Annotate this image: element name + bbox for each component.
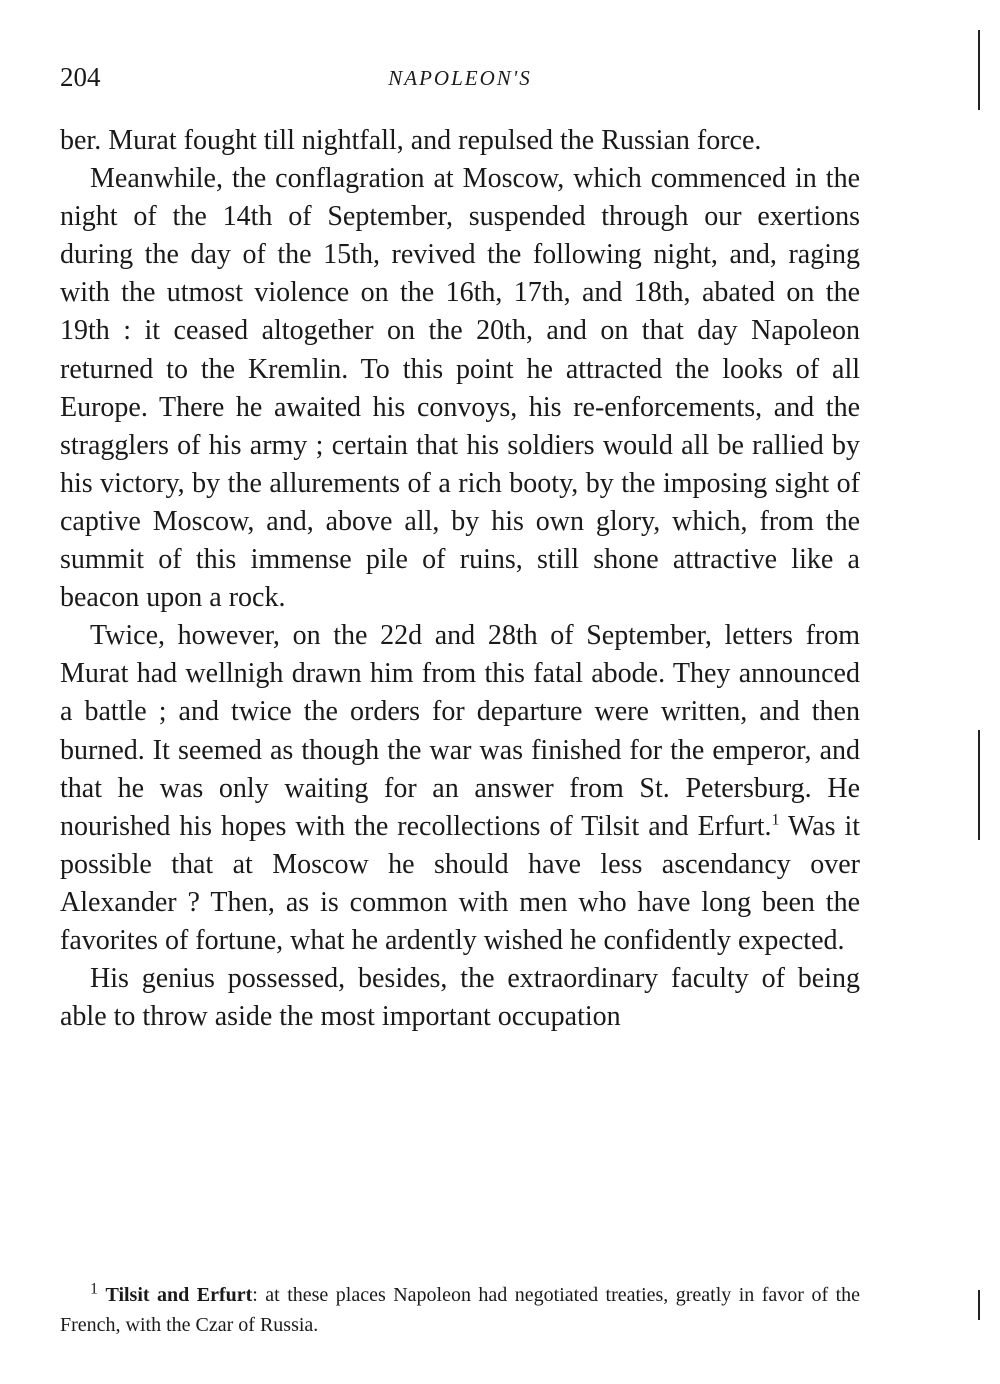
paragraph-3-part-2: Was it possible that at Moscow he should have less ascendancy over Alexander ? Then, as is common with men who have long been the favorites of fortune, what he ardently wished he confidently expected. [60, 810, 860, 956]
paragraph-1: ber. Murat fought till nightfall, and repulsed the Russian force. [60, 125, 762, 156]
paragraph-3-part-1: Twice, however, on the 22d and 28th of September, letters from Murat had wellnigh drawn him from this fatal abode. They announced a battle ; and twice the orders for departure were written, and then burned. It seemed as though the war was finished for the emperor, and that he was only waiting for an answer from St. Petersburg. He nourished his hopes with the recollections of Tilsit and Erfurt. [60, 620, 860, 842]
scan-edge-mark-bottom [978, 1290, 980, 1320]
footnote-reference-mark: 1 [771, 811, 780, 829]
scan-edge-mark-top [978, 30, 980, 110]
paragraph-2: Meanwhile, the conflagration at Moscow, which commenced in the night of the 14th of September, suspended through our exertions during the day of the 15th, revived the following night, and, raging with the utmost violence on the 16th, 17th, and 18th, abated on the 19th : it ceased altogether on the 20th, and on that day Napoleon returned to the Kremlin. To this point he attracted the looks of all Europe. There he awaited his convoys, his re-enforcements, and the stragglers of his army ; certain that his soldiers would all be rallied by his victory, by the allurements of a rich booty, by the imposing sight of captive Moscow, and, above all, by his own glory, which, from the summit of this immense pile of ruins, still shone attractive like a beacon upon a rock. [60, 163, 860, 614]
footnote [60, 1280, 860, 1340]
paragraph-4: His genius possessed, besides, the extraordinary faculty of being able to throw aside the most important occupation [60, 963, 860, 1033]
footnote-text [60, 1280, 860, 1340]
paragraph-3 [60, 617, 860, 960]
footnote-mark: 1 [90, 1280, 98, 1298]
body-text [60, 122, 860, 1036]
page-number: 204 [60, 62, 101, 92]
footnote-body: : at these places Napoleon had negotiated treaties, greatly in favor of the French, with the Czar of Russia. [60, 1284, 860, 1336]
book-page [60, 0, 860, 1384]
page-header [60, 58, 860, 98]
footnote-term: Tilsit and Erfurt [105, 1284, 253, 1306]
scan-edge-mark-middle [978, 730, 980, 840]
running-head: NAPOLEON'S [388, 66, 532, 90]
